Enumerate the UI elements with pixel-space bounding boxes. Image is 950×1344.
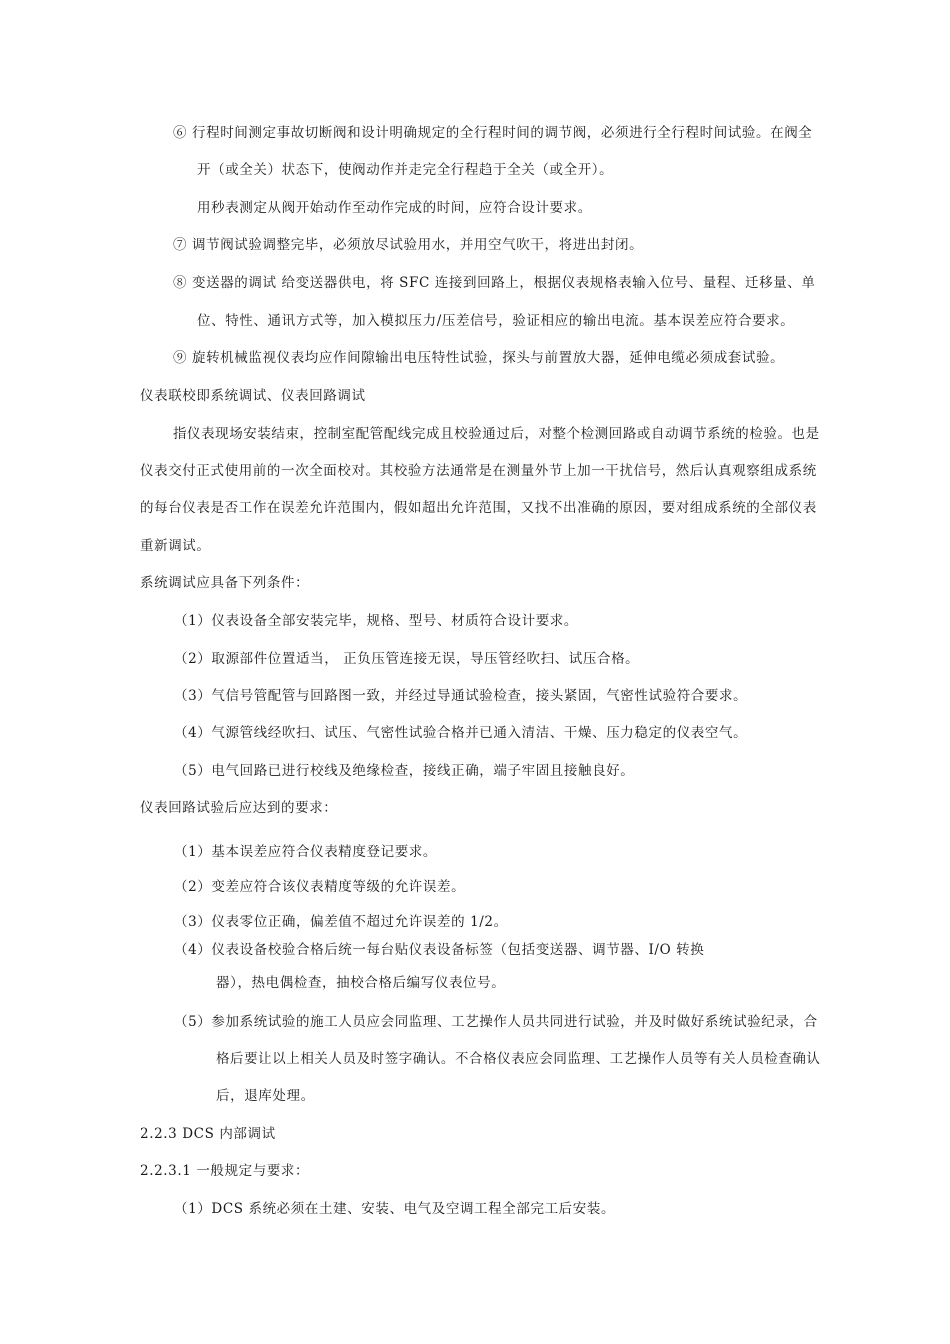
list-item: （1）基本误差应符合仪表精度登记要求。 xyxy=(174,844,437,860)
text-line: 后，退库处理。 xyxy=(216,1088,315,1104)
section-heading: 2.2.3.1 一般规定与要求： xyxy=(140,1163,310,1179)
list-item: （5）电气回路已进行校线及绝缘检查，接线正确，端子牢固且接触良好。 xyxy=(174,763,635,779)
section-heading: 仪表联校即系统调试、仪表回路调试 xyxy=(140,388,366,404)
list-item: （5）参加系统试验的施工人员应会同监理、工艺操作人员共同进行试验，并及时做好系统试验纪录，合 xyxy=(174,1014,818,1030)
list-item: （4）气源管线经吹扫、试压、气密性试验合格并已通入清洁、干燥、压力稳定的仪表空气。 xyxy=(174,725,748,741)
list-item: （2）取源部件位置适当， 正负压管连接无误，导压管经吹扫、试压合格。 xyxy=(174,651,640,667)
text-line: 的每台仪表是否工作在误差允许范围内，假如超出允许范围，又找不出准确的原因，要对组成系统的全部仪表 xyxy=(140,500,817,516)
text-line: 仪表交付正式使用前的一次全面校对。其校验方法通常是在测量外节上加一干扰信号，然后认真观察组成系统 xyxy=(140,463,817,479)
section-heading: 2.2.3 DCS 内部调试 xyxy=(140,1126,276,1142)
list-item: （1）DCS 系统必须在土建、安装、电气及空调工程全部完工后安装。 xyxy=(174,1201,616,1217)
text-line: ⑥ 行程时间测定事故切断阀和设计明确规定的全行程时间的调节阀，必须进行全行程时间试验。在阀全 xyxy=(173,125,813,141)
text-line: ⑧ 变送器的调试 给变送器供电，将 SFC 连接到回路上，根据仪表规格表输入位号、量程、迁移量、单 xyxy=(173,275,816,291)
list-item: （2）变差应符合该仪表精度等级的允许误差。 xyxy=(174,879,466,895)
text-line: 位、特性、通讯方式等，加入模拟压力/压差信号，验证相应的输出电流。基本误差应符合要求。 xyxy=(197,313,795,329)
list-item: （4）仪表设备校验合格后统一每台贴仪表设备标签（包括变送器、调节器、I/O 转换 xyxy=(174,942,705,958)
text-line: 格后要让以上相关人员及时签字确认。不合格仪表应会同监理、工艺操作人员等有关人员检查确认 xyxy=(216,1051,821,1067)
text-line: ⑨ 旋转机械监视仪表均应作间隙输出电压特性试验，探头与前置放大器，延伸电缆必须成套试验。 xyxy=(173,350,785,366)
text-line: 指仪表现场安装结束，控制室配管配线完成且校验通过后，对整个检测回路或自动调节系统的检验。也是 xyxy=(173,426,820,442)
list-item: （3）仪表零位正确，偏差值不超过允许误差的 1/2。 xyxy=(174,914,508,930)
section-heading: 仪表回路试验后应达到的要求： xyxy=(140,800,338,816)
text-line: 开（或全关）状态下，使阀动作并走完全行程趋于全关（或全开）。 xyxy=(197,162,614,178)
list-item: （1）仪表设备全部安装完毕，规格、型号、材质符合设计要求。 xyxy=(174,613,578,629)
list-item: （3）气信号管配管与回路图一致，并经过导通试验检查，接头紧固，气密性试验符合要求。 xyxy=(174,688,748,704)
text-line: 用秒表测定从阀开始动作至动作完成的时间，应符合设计要求。 xyxy=(197,200,592,216)
text-line: 重新调试。 xyxy=(140,538,211,554)
text-line: 器），热电偶检查，抽校合格后编写仪表位号。 xyxy=(216,975,506,991)
text-line: ⑦ 调节阀试验调整完毕，必须放尽试验用水，并用空气吹干，将进出封闭。 xyxy=(173,237,644,253)
section-heading: 系统调试应具备下列条件： xyxy=(140,575,310,591)
